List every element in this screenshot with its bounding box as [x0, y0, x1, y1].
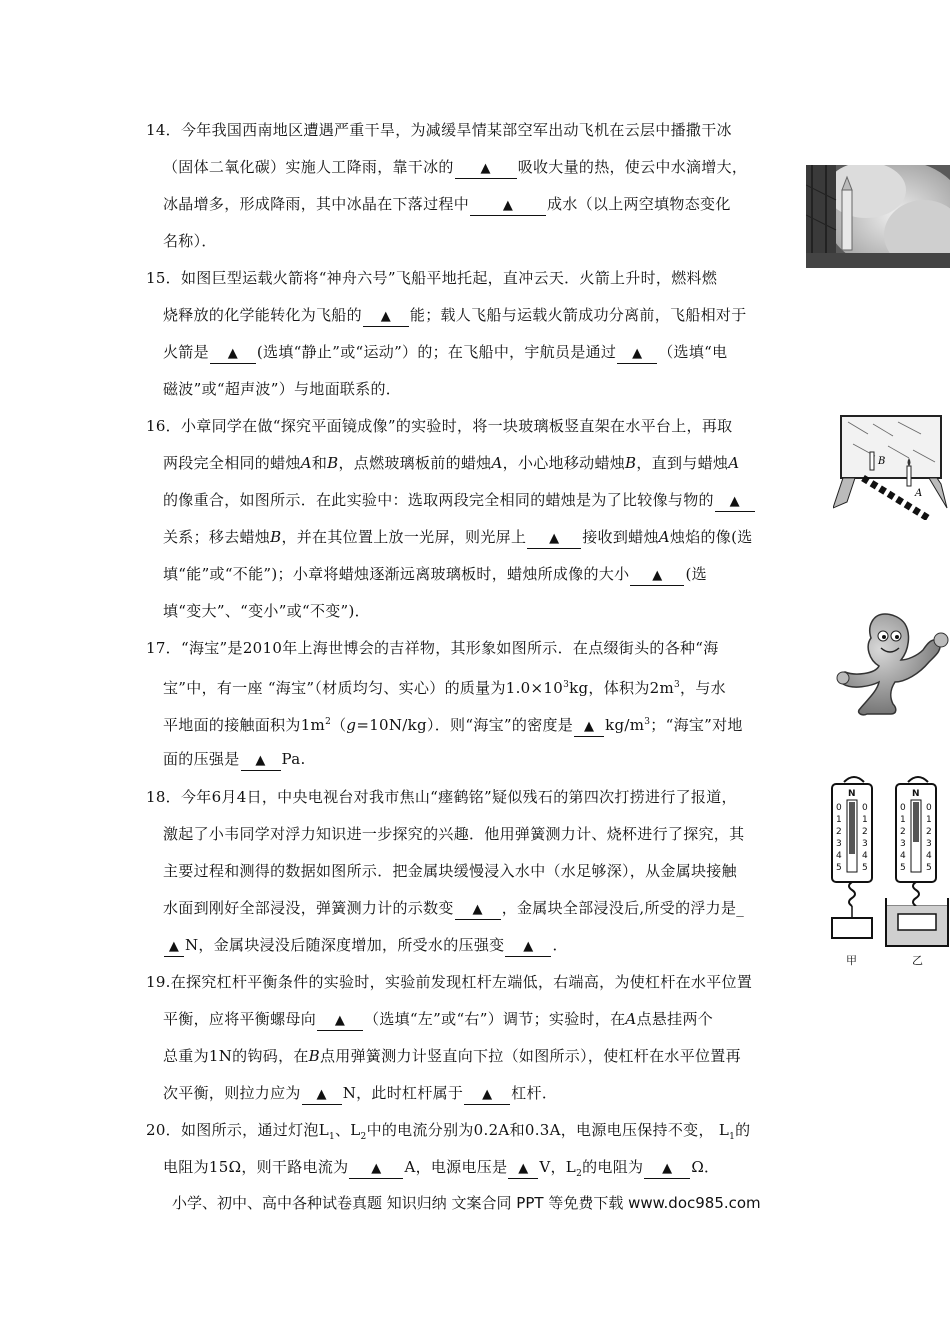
spring-balance-figure	[826, 772, 950, 970]
svg-text:0: 0	[836, 803, 842, 813]
svg-text:4: 4	[926, 851, 932, 861]
q18-line3: 主要过程和测得的数据如图所示．把金属块缓慢浸入水中（水足够深），从金属块接触	[163, 862, 737, 880]
answer-blank[interactable]: ▲	[455, 899, 501, 920]
svg-text:4: 4	[836, 851, 842, 861]
answer-blank[interactable]: ▲	[363, 306, 409, 327]
svg-text:5: 5	[926, 863, 932, 873]
q14-line4: 名称）．	[163, 232, 217, 250]
svg-text:2: 2	[926, 827, 932, 837]
answer-blank[interactable]: ▲	[715, 491, 755, 512]
q16-line3: 的像重合，如图所示．在此实验中：选取两段完全相同的蜡烛是为了比较像与物的 ▲	[163, 491, 756, 512]
svg-text:5: 5	[836, 863, 842, 873]
answer-blank[interactable]: ▲	[464, 1084, 510, 1105]
q17-line2: 宝”中，有一座 “海宝”（材质均匀、实心）的质量为$1.0\times 10^3kg$，体积为$2m^3$，与水	[163, 679, 726, 697]
svg-text:B: B	[878, 456, 886, 467]
svg-text:N: N	[912, 789, 920, 799]
q19-line4: 次平衡，则拉力应为 ▲ N，此时杠杆属于 ▲ 杠杆．	[163, 1084, 557, 1105]
svg-text:A: A	[915, 488, 923, 499]
svg-text:3: 3	[900, 839, 906, 849]
q20-line1: 20．如图所示，通过灯泡$L_1$、$L_2$中的电流分别为0.2A和0.3A，电源电压保持不变， $L_1$的	[146, 1121, 751, 1142]
q15-line4: 磁波”或“超声波”）与地面联系的．	[163, 380, 402, 398]
svg-text:4: 4	[862, 851, 868, 861]
svg-text:5: 5	[900, 863, 906, 873]
q15-line2: 烧释放的化学能转化为飞船的 ▲ 能；载人飞船与运载火箭成功分离前，飞船相对于	[163, 306, 747, 327]
svg-text:N: N	[848, 789, 856, 799]
answer-blank[interactable]: ▲	[617, 343, 657, 364]
q14-line1: 14．今年我国西南地区遭遇严重干旱，为减缓旱情某部空军出动飞机在云层中播撒干冰	[146, 121, 732, 139]
q17-line4: 面的压强是 ▲ Pa.	[163, 750, 306, 771]
svg-text:1: 1	[836, 815, 842, 825]
answer-blank[interactable]: ▲	[470, 195, 546, 216]
answer-blank[interactable]: ▲	[508, 1158, 538, 1179]
svg-text:5: 5	[862, 863, 868, 873]
haibao-mascot-image	[835, 610, 950, 718]
svg-text:2: 2	[900, 827, 906, 837]
answer-blank[interactable]: ▲	[505, 936, 551, 957]
q15-line3: 火箭是 ▲ (选填“静止”或“运动”）的；在飞船中，宇航员是通过 ▲ （选填“电	[163, 343, 727, 364]
svg-text:1: 1	[862, 815, 868, 825]
q16-line6: 填“变大”、“变小”或“不变”)．	[163, 602, 370, 620]
q18-line1: 18．今年6月4日，中央电视台对我市焦山“瘗鹤铭”疑似残石的第四次打捞进行了报道，	[146, 788, 737, 806]
rocket-launch-photo	[806, 165, 950, 268]
q17-line1: 17．“海宝”是2010年上海世博会的吉祥物，其形象如图所示．在点缀街头的各种“海	[146, 639, 719, 657]
q18-line5: ▲ N，金属块浸没后随深度增加，所受水的压强变 ▲ ．	[163, 936, 568, 957]
svg-text:3: 3	[926, 839, 932, 849]
answer-blank[interactable]: ▲	[527, 528, 581, 549]
q14-line2: （固体二氧化碳）实施人工降雨，靠干冰的 ▲ 吸收大量的热，使云中水滴增大，	[163, 158, 747, 179]
svg-text:0: 0	[862, 803, 868, 813]
q20-line2: 电阻为15Ω，则干路电流为 ▲ A，电源电压是 ▲ V，$L_2$的电阻为 ▲ Ω．	[163, 1158, 720, 1179]
page-footer: 小学、初中、高中各种试卷真题 知识归纳 文案合同 PPT 等免费下载 www.doc985.com	[172, 1194, 761, 1212]
answer-blank[interactable]: ▲	[210, 343, 256, 364]
q19-line3: 总重为1N的钩码，在B点用弹簧测力计竖直向下拉（如图所示），使杠杆在水平位置再	[163, 1047, 741, 1065]
q17-line3: 平地面的接触面积为$1m^2(g=10N/kg)$．则“海宝”的密度是 ▲ $kg/m^3$；“海宝”对地	[163, 713, 743, 737]
q19-line2: 平衡，应将平衡螺母向 ▲ （选填“左”或“右”）调节；实验时，在A点悬挂两个	[163, 1010, 713, 1031]
answer-blank[interactable]: ▲	[644, 1158, 690, 1179]
answer-blank[interactable]: ▲	[455, 158, 517, 179]
answer-blank[interactable]: ▲	[241, 750, 281, 771]
svg-text:4: 4	[900, 851, 906, 861]
q16-line1: 16．小章同学在做“探究平面镜成像”的实验时，将一块玻璃板竖直架在水平台上，再取	[146, 417, 733, 435]
answer-blank[interactable]: ▲	[630, 565, 684, 586]
answer-blank[interactable]: ▲	[574, 716, 604, 737]
answer-blank[interactable]: ▲	[164, 936, 184, 957]
plane-mirror-experiment-figure	[833, 414, 948, 520]
svg-text:2: 2	[862, 827, 868, 837]
answer-blank[interactable]: ▲	[302, 1084, 342, 1105]
svg-text:2: 2	[836, 827, 842, 837]
svg-text:1: 1	[900, 815, 906, 825]
q19-line1: 19.在探究杠杆平衡条件的实验时，实验前发现杠杆左端低，右端高，为使杠杆在水平位置	[146, 973, 753, 991]
answer-blank[interactable]: ▲	[349, 1158, 403, 1179]
svg-text:1: 1	[926, 815, 932, 825]
q14-line3: 冰晶增多，形成降雨，其中冰晶在下落过程中 ▲ 成水（以上两空填物态变化	[163, 195, 731, 216]
q16-line4: 关系；移去蜡烛B，并在其位置上放一光屏，则光屏上 ▲ 接收到蜡烛A烛焰的像(选	[163, 528, 753, 549]
svg-text:乙: 乙	[912, 954, 923, 967]
svg-text:甲: 甲	[846, 954, 857, 967]
answer-blank[interactable]: ▲	[317, 1010, 363, 1031]
q18-line4: 水面到刚好全部浸没，弹簧测力计的示数变 ▲ ，金属块全部浸没后,所受的浮力是_	[163, 899, 744, 920]
q15-line1: 15．如图巨型运载火箭将“神舟六号”飞船平地托起，直冲云天．火箭上升时，燃料燃	[146, 269, 718, 287]
q16-line5: 填“能”或“不能”)；小章将蜡烛逐渐远离玻璃板时，蜡烛所成像的大小 ▲ (选	[163, 565, 707, 586]
q16-line2: 两段完全相同的蜡烛A和B，点燃玻璃板前的蜡烛A，小心地移动蜡烛B，直到与蜡烛A	[163, 454, 740, 472]
svg-text:0: 0	[900, 803, 906, 813]
q18-line2: 激起了小韦同学对浮力知识进一步探究的兴趣．他用弹簧测力计、烧杯进行了探究，其	[163, 825, 745, 843]
svg-text:0: 0	[926, 803, 932, 813]
svg-text:3: 3	[836, 839, 842, 849]
svg-text:3: 3	[862, 839, 868, 849]
